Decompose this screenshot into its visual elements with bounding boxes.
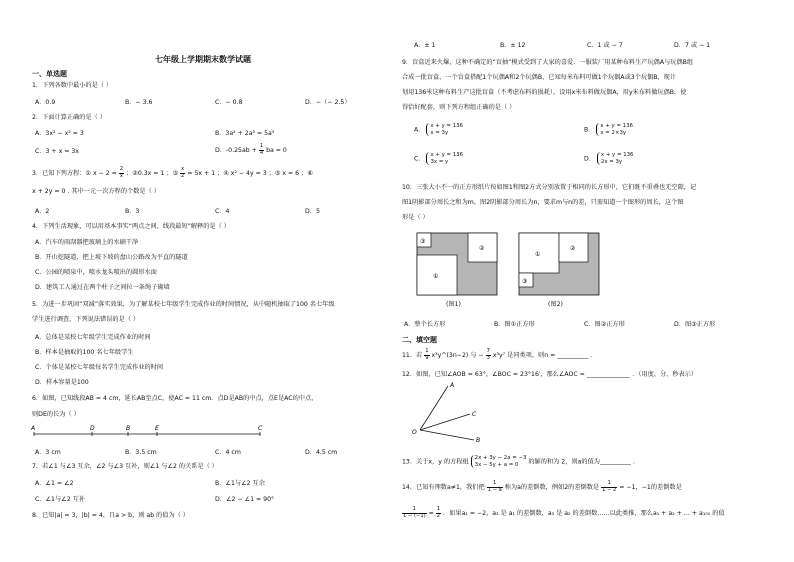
q9-c-eq1: x + y = 136 (430, 152, 464, 158)
q8-option-d[interactable]: D．7 或 − 1 (674, 42, 711, 49)
q7-option-a[interactable]: A．∠1 = ∠2 (35, 480, 74, 487)
point-label-b: B (126, 425, 131, 432)
q3-option-c[interactable]: C．4 (215, 208, 230, 215)
fraction-numerator: 7 (486, 348, 490, 354)
fraction-denominator: 1 − a (487, 486, 502, 493)
q7-option-c[interactable]: C．∠1与∠2 互补 (35, 496, 86, 503)
q2-d-prefix: D．-0.25ab + (215, 147, 257, 155)
fig1-label-3: ③ (420, 238, 426, 245)
q3-option-a[interactable]: A．2 (35, 208, 50, 215)
q9-b-system (596, 123, 633, 136)
q13-system (471, 455, 527, 468)
q14-half-fraction (436, 507, 441, 519)
q8-option-c[interactable]: C．1 或 − 7 (587, 42, 623, 49)
question-10-line3: 形是（ ） (402, 214, 429, 221)
ray-oc (420, 414, 470, 430)
q2-option-d[interactable] (215, 144, 287, 156)
question-14-line1 (402, 481, 682, 493)
q3-stem-prefix: 3．已知下列方程：① (32, 170, 91, 178)
question-14-line2 (402, 507, 725, 519)
q3-eq2: ；②0.3x = 1 ；③ (126, 170, 179, 178)
q9-c-system (426, 152, 463, 165)
q9-a-label: A． (414, 126, 425, 134)
q11-middle: x³y^(3n−2) 与 − (431, 352, 484, 360)
q9-a-system (426, 123, 463, 136)
q6-option-c[interactable]: C．4 cm (215, 449, 241, 456)
q9-option-b[interactable] (584, 123, 633, 136)
question-7-stem: 7．若∠1 与∠3 互余，∠2 与∠3 互补，则∠1 与∠2 的关系是（ ） (32, 463, 218, 470)
fig1-label-1: ① (433, 273, 439, 280)
q2-d-fraction (259, 144, 264, 156)
question-9-line2: 合成一批盲盒，一个盲盒搭配1个玩偶A和2个玩偶B，已知每米布料可做1个玩偶A或3个玩偶B，现计 (402, 74, 677, 81)
fraction-denominator: x (119, 172, 123, 179)
section-single-choice: 一、单选题 (32, 70, 67, 78)
q14-equals: = (428, 510, 434, 518)
q9-d-eq1: x + y = 136 (600, 152, 634, 158)
exam-title: 七年级上学期期末数学试题 (155, 55, 251, 64)
segment-diagram (30, 423, 270, 443)
q10-option-b[interactable]: B．图①正方形 (494, 321, 535, 328)
q3-eq3-fraction (180, 167, 185, 179)
q3-eq1-prefix: x − 2 = (92, 170, 117, 178)
q9-b-eq2: x = 2×3y (600, 129, 627, 136)
q14-definition-fraction (487, 481, 503, 493)
q3-eq3-suffix: = 5x + 1 ；④ x² − 4y = 3 ；⑤ x = 6 ；⑥ (187, 170, 313, 178)
q4-option-a[interactable]: A．汽车的雨刮器把玻璃上的水刷干净 (35, 239, 139, 246)
question-13 (402, 455, 635, 468)
question-1-stem: 1．下列各数中最小的是（ ） (32, 82, 113, 89)
q1-option-c[interactable]: C．− 0.8 (215, 99, 243, 106)
angle-diagram (410, 378, 490, 444)
q3-eq1-fraction (119, 167, 124, 179)
fig2-label-3: ③ (522, 278, 528, 285)
point-label-d: D (90, 425, 95, 432)
fraction-denominator: 1 − (−1) (403, 512, 426, 519)
fraction-numerator: 1 (259, 143, 264, 149)
q9-option-d[interactable] (584, 152, 633, 165)
question-4-stem: 4．下列生活现象，可以用基本事实“两点之间，线段最短”解释的是（ ） (32, 223, 230, 230)
point-label-c: C (258, 425, 263, 432)
question-2-stem: 2．下面计算正确的是（ ） (32, 114, 106, 121)
fraction-numerator: 2 (119, 166, 124, 172)
q14-line2-fraction (402, 507, 427, 519)
question-10-line1: 10．三张大小不一的正方形纸片按如图1和图2方式分别放置于相同的长方形中，它们既不重叠也无空隙，记 (402, 184, 697, 191)
q7-option-d[interactable]: D．∠2 − ∠1 = 90° (215, 496, 275, 503)
ray-ob (420, 430, 474, 440)
fraction-denominator: 2 (436, 512, 441, 519)
q5-option-b[interactable]: B．样本是抽取的100 名七年级学生 (35, 349, 134, 356)
fraction-denominator: 9 (425, 354, 429, 361)
ray-oa (420, 386, 448, 430)
q11-suffix: x³y⁷ 是同类项，则n = __________ . (492, 352, 593, 360)
q1-option-d[interactable]: D．−（− 2.5） (305, 99, 351, 106)
figure-1 (416, 232, 506, 300)
q8-option-b[interactable]: B．± 12 (500, 42, 526, 49)
question-5-line2: 学生进行调查，下列说法错误的是（ ） (32, 316, 140, 323)
q9-a-eq1: x + y = 136 (430, 123, 463, 129)
q13-eq1: 2x + 3y − 2a = −3 (474, 455, 527, 461)
question-9-line1: 9．盲盒近来火爆，这种不确定的“盲抽”模式受到了大家的喜爱．一服装厂用某种布料生产玩偶A与玩偶B组 (402, 59, 694, 66)
q14-line1-post: 称为a的差倒数，例如2的差倒数是 (504, 484, 600, 492)
fig2-label-2: ② (570, 245, 576, 252)
question-6-line2: 则DE的长为（ ） (32, 411, 80, 418)
angle-label-a: A (450, 382, 455, 389)
angle-label-b: B (476, 437, 481, 444)
q11-fraction-2 (486, 349, 491, 361)
figure-2-caption: (图2) (548, 301, 563, 308)
question-3-line2: x + 2y = 0 . 其中一元一次方程的个数是（ ） (32, 188, 160, 195)
question-9-line4: 得恰好配套，则下列方程组正确的是（ ） (402, 104, 516, 111)
fraction-denominator: 2 (181, 172, 185, 179)
q4-option-b[interactable]: B．开山挖隧道，把上坡下坡的盘山公路改为平直的隧道 (35, 254, 188, 261)
fraction-numerator: 1 (425, 348, 429, 354)
fraction-numerator: 1 (436, 506, 441, 512)
q14-line1-end: = −1，−1的差倒数是 (619, 484, 682, 492)
q13-prefix: 13．关于x，y 的方程组 (402, 458, 469, 466)
q5-option-c[interactable]: C．个体是某校七年级每名学生完成作业的时间 (35, 364, 164, 371)
fraction-numerator: 1 (601, 481, 617, 488)
figure-1-caption: (图1) (446, 301, 461, 308)
q4-option-d[interactable]: D．建筑工人通过在两个柱子之间拉一条绳子砌墙 (35, 284, 170, 291)
q9-a-eq2: x = 3y (430, 129, 449, 136)
q14-example-fraction (601, 481, 617, 493)
q10-option-c[interactable]: C．图②正方形 (584, 321, 625, 328)
question-11 (402, 349, 592, 361)
q4-option-c[interactable]: C．公园的喷泉中，喷水龙头喷出的圆形水面 (35, 269, 157, 276)
q9-d-system (597, 152, 634, 165)
fraction-numerator: 1 (402, 507, 427, 514)
question-3-stem (32, 167, 313, 179)
fraction-denominator: 1 − 2 (602, 486, 617, 493)
q9-d-eq2: 2x = 3y (600, 158, 623, 165)
figure-2 (518, 232, 608, 300)
q2-option-a[interactable]: A．3x² − x² = 3 (35, 130, 84, 137)
q11-fraction-1 (424, 349, 429, 361)
fig1-label-2: ② (479, 245, 485, 252)
q3-option-b[interactable]: B．3 (125, 208, 140, 215)
q9-c-eq2: 3x = y (430, 158, 449, 165)
q9-b-label: B． (584, 126, 595, 134)
fraction-denominator: 4 (259, 149, 264, 156)
q9-b-eq1: x + y = 136 (600, 123, 633, 129)
q10-option-a[interactable]: A．整个长方形 (404, 321, 446, 328)
q6-option-b[interactable]: B．3.5 cm (125, 449, 157, 456)
q1-option-a[interactable]: A．0.9 (35, 99, 56, 106)
q6-option-d[interactable]: D．4.5 cm (305, 449, 338, 456)
fraction-numerator: x (181, 166, 185, 172)
question-10-line2: 图1阴影部分周长之和为m，图2阴影部分周长为n，要求m与n的差，只需知道一个图形的周长，这个图 (402, 199, 684, 206)
q6-option-a[interactable]: A．3 cm (35, 449, 61, 456)
q9-c-label: C． (414, 155, 425, 163)
question-12: 12．如图，已知∠AOB = 63°，∠BOC = 23°16′，那么∠AOC = ______________ ．（用度、分、秒表示） (402, 371, 698, 378)
q2-option-b[interactable]: B．3a² + 2a³ = 5a⁵ (215, 130, 275, 137)
q9-option-c[interactable] (414, 152, 463, 165)
q13-suffix: 的解的和为 2，则a的值为__________ . (528, 458, 635, 466)
fraction-denominator: 3 (486, 354, 490, 361)
angle-label-o: O (412, 429, 417, 436)
question-8-stem: 8．已知|a| = 3，|b| = 4，且a > b，则 ab 的值为（ ） (32, 512, 189, 519)
point-label-a: A (31, 425, 36, 432)
q5-option-a[interactable]: A．总体是某校七年级学生完成作业的时间 (35, 334, 151, 341)
angle-label-c: C (472, 411, 477, 418)
q14-line2-post: ．如果a₁ = −2，a₂ 是 a₁ 的差倒数，a₃ 是 a₂ 的差倒数……以此类推，那么a₁ + a₂ + … + a₁₀₀ 的值 (443, 510, 725, 518)
q9-option-a[interactable] (414, 123, 463, 136)
question-5-line1: 5．为进一步巩固“双减”落实效果，为了解某校七年级学生完成作业的时间情况，从中随机抽取了100 名七年级 (32, 301, 335, 308)
fig2-label-1: ① (535, 251, 541, 258)
q9-d-label: D． (584, 155, 595, 163)
q2-d-suffix: ba = 0 (266, 147, 287, 155)
q11-prefix: 11．若 (402, 352, 423, 360)
q2-option-c[interactable]: C．3 + x = 3x (35, 148, 79, 155)
question-6-line1: 6．如图，已知线段AB = 4 cm，延长AB至点C，使AC = 11 cm．点D是AB的中点，点E是AC的中点， (32, 395, 318, 402)
q14-prefix: 14．已知有理数a≠1，我们把 (402, 484, 485, 492)
q10-option-d[interactable]: D．图③正方形 (674, 321, 716, 328)
q5-option-d[interactable]: D．样本容量是100 (35, 379, 89, 386)
point-label-e: E (155, 425, 159, 432)
section-fill-in: 二、填空题 (402, 336, 437, 344)
question-9-line3: 划用136米这种布料生产这批盲盒（不考虑布料的损耗），设用x米布料做玩偶A，用y米布料做玩偶B，使 (402, 89, 687, 96)
fraction-numerator: 1 (487, 481, 503, 488)
q13-eq2: 3x − 5y + a = 0 (474, 461, 519, 468)
q1-option-b[interactable]: B．− 3.6 (125, 99, 153, 106)
q8-option-a[interactable]: A．± 1 (414, 42, 436, 49)
q7-option-b[interactable]: B．∠1与∠2 互余 (215, 480, 265, 487)
q3-option-d[interactable]: D．5 (305, 208, 320, 215)
